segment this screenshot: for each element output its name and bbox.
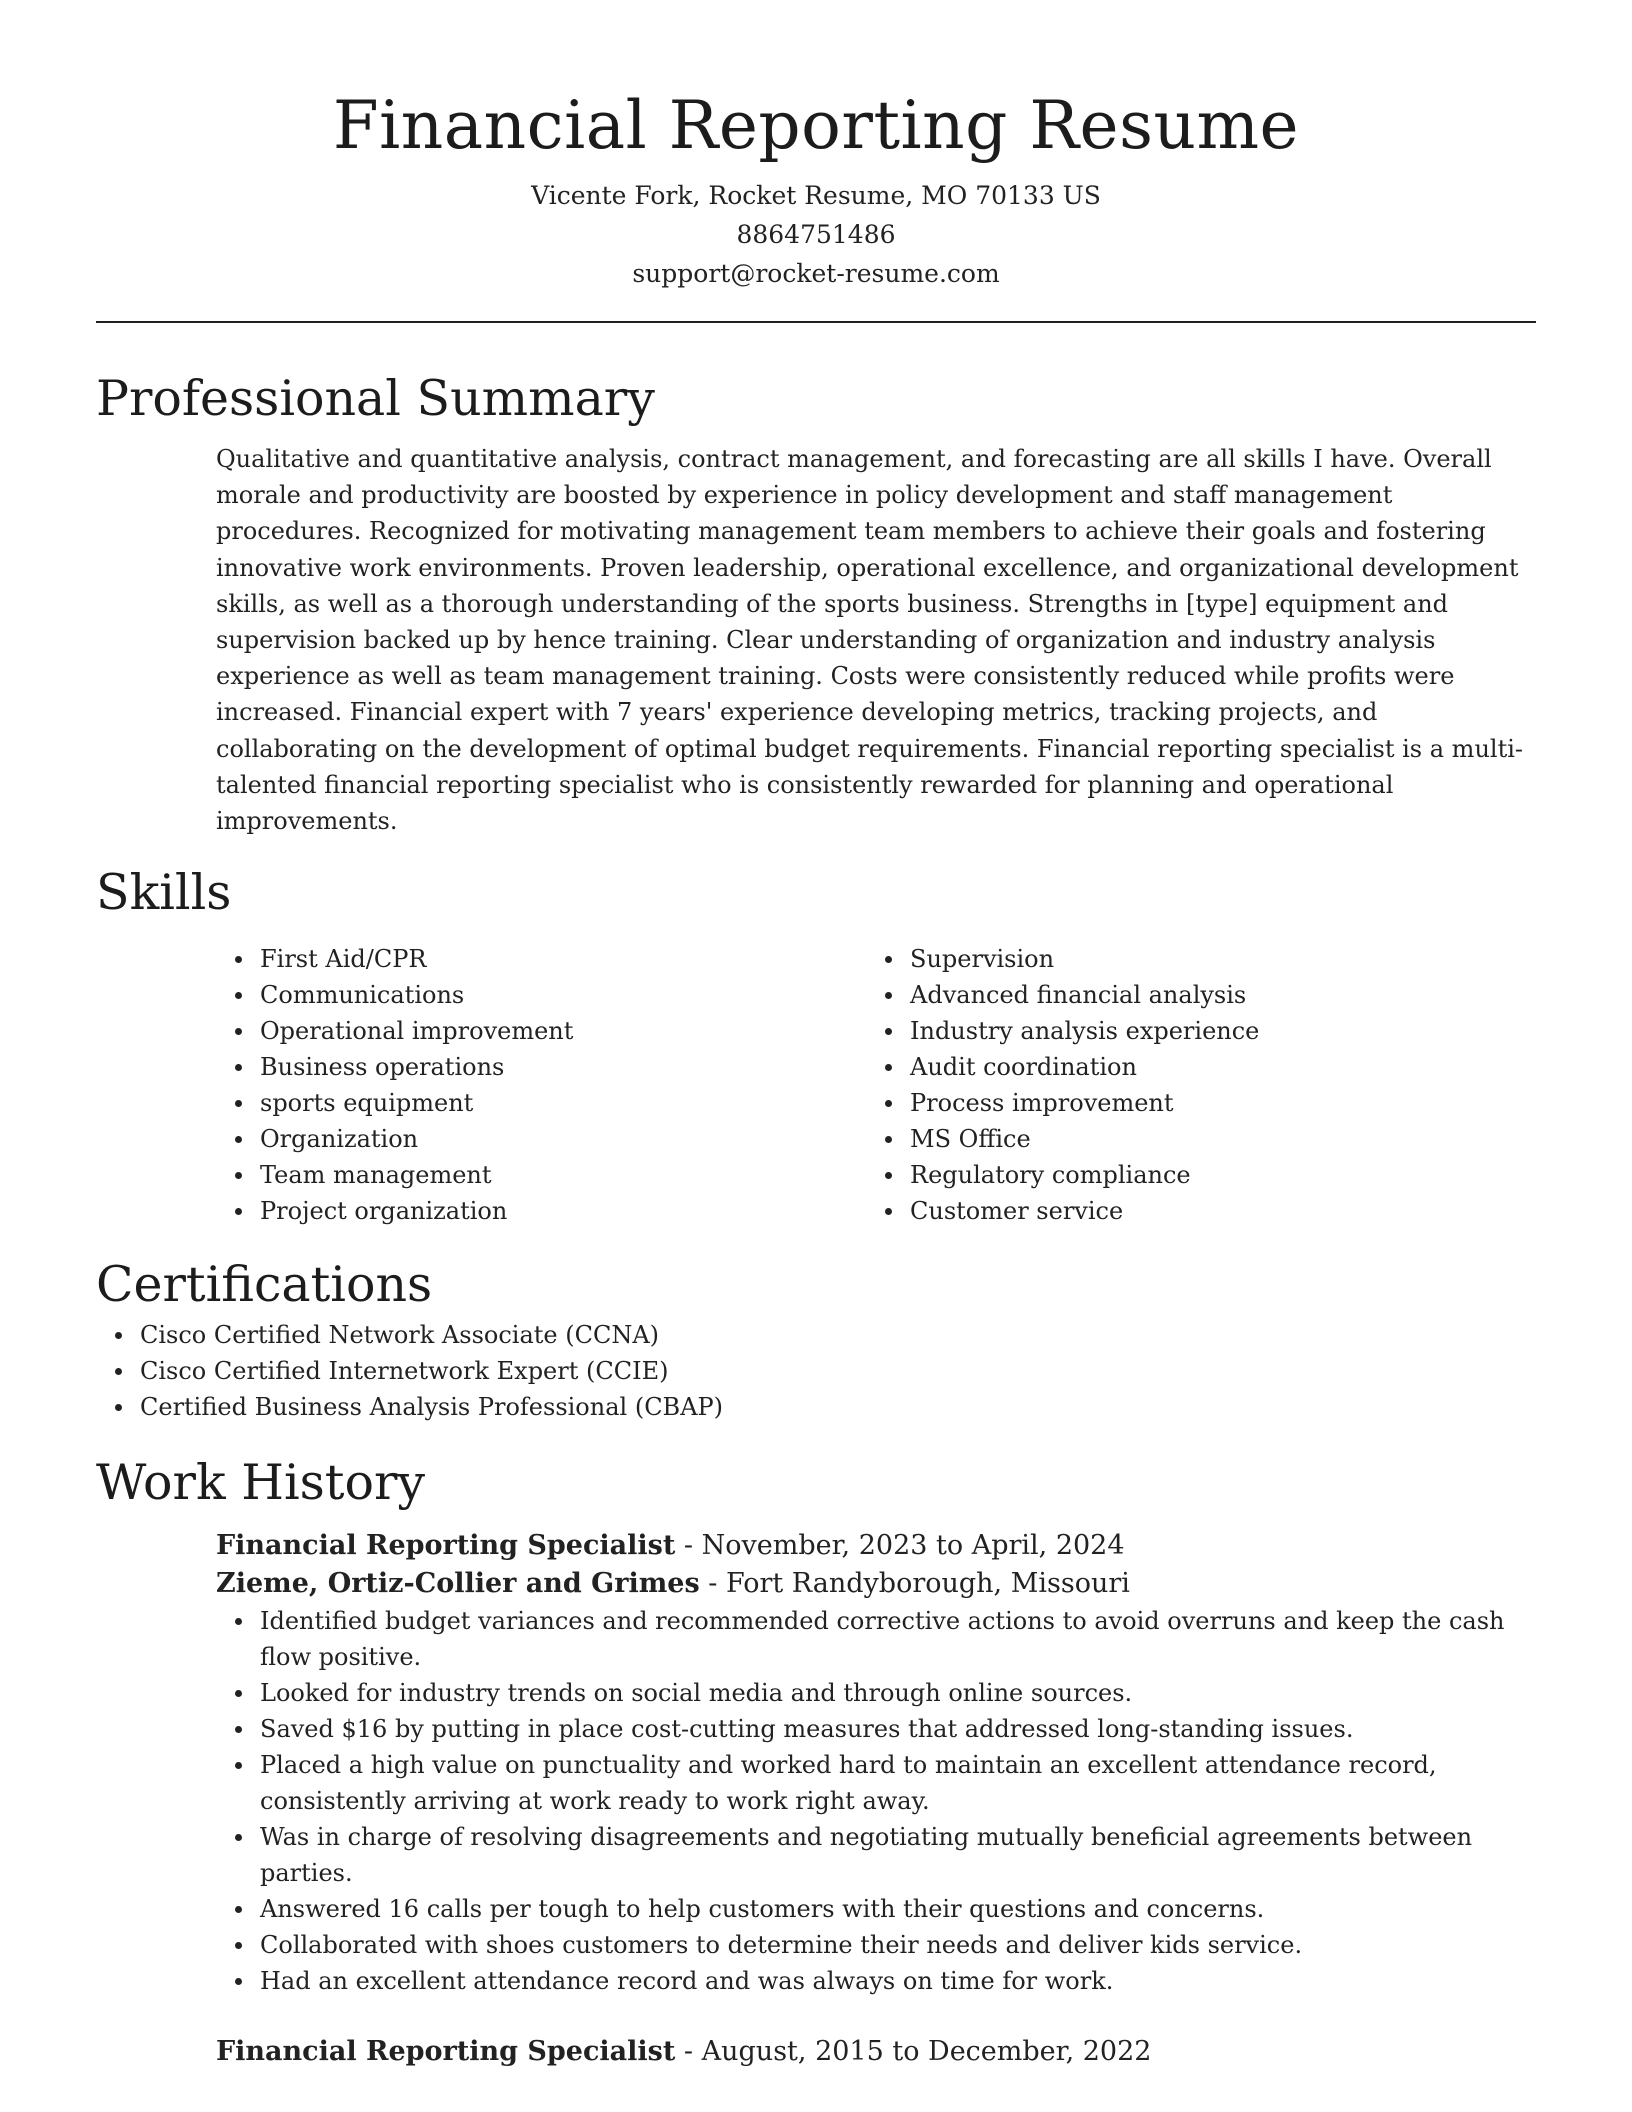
certification-item: Certified Business Analysis Professional (CBAP) [96,1389,1536,1425]
skill-item: Business operations [216,1049,866,1085]
address: Vicente Fork, Rocket Resume, MO 70133 US [531,181,1101,210]
certifications-heading: Certifications [96,1256,433,1314]
skill-item: sports equipment [216,1085,866,1121]
skill-item: Advanced financial analysis [866,977,1516,1013]
job-entry [216,1527,1536,1999]
job-duty: Identified budget variances and recommended corrective actions to avoid overruns and keep the cash flow positive. [216,1603,1536,1675]
job-title: Financial Reporting Specialist [216,2036,676,2068]
skill-item: Audit coordination [866,1049,1516,1085]
certifications-list [96,1317,1536,1425]
skill-item: Customer service [866,1193,1516,1229]
phone: 8864751486 [736,220,896,249]
job-duty: Answered 16 calls per tough to help customers with their questions and concerns. [216,1891,1536,1927]
skills-left-column [216,941,866,1229]
skill-item: Operational improvement [216,1013,866,1049]
job-company: Zieme, Ortiz-Collier and Grimes [216,1568,700,1600]
email: support@rocket-resume.com [632,259,1000,288]
skill-item: Regulatory compliance [866,1157,1516,1193]
skill-item: Process improvement [866,1085,1516,1121]
resume-title: Financial Reporting Resume [332,87,1300,164]
skills-grid [216,941,1536,1229]
work-history-heading: Work History [96,1454,426,1512]
job-title: Financial Reporting Specialist [216,1530,676,1562]
job-duty: Collaborated with shoes customers to determine their needs and deliver kids service. [216,1927,1536,1963]
summary-heading: Professional Summary [96,370,655,427]
job-duty: Had an excellent attendance record and was always on time for work. [216,1963,1536,1999]
skills-right-column [866,941,1516,1229]
summary-text: Qualitative and quantitative analysis, contract management, and forecasting are all skills I have. Overall morale and productivity are boosted by experience in policy development and staff management procedures. Recognized for motivating management team members to achieve their goals and fostering innovative work environments. Proven leadership, operational excellence, and organizational development skills, as well as a thorough understanding of the sports business. Strengths in [type] equipment and supervision backed up by hence training. Clear understanding of organization and industry analysis experience as well as team management training. Costs were consistently reduced while profits were increased. Financial expert with 7 years' experience developing metrics, tracking projects, and collaborating on the development of optimal budget requirements. Financial reporting specialist is a multi-talented financial reporting specialist who is consistently rewarded for planning and operational improvements. [216,445,1524,836]
job-company-line [216,1565,1536,1603]
contact-block [96,176,1536,293]
skill-item: Industry analysis experience [866,1013,1516,1049]
skill-item: MS Office [866,1121,1516,1157]
header-divider [96,321,1536,323]
job-duty: Saved $16 by putting in place cost-cutting measures that addressed long-standing issues. [216,1711,1536,1747]
skills-heading: Skills [96,864,232,922]
job-dates: - August, 2015 to December, 2022 [675,2036,1152,2068]
job-duty: Looked for industry trends on social media and through online sources. [216,1675,1536,1711]
skill-item: First Aid/CPR [216,941,866,977]
job-dates: - November, 2023 to April, 2024 [675,1530,1125,1562]
job-title-line [216,2033,1536,2071]
job-entry [216,2033,1536,2071]
skill-item: Communications [216,977,866,1013]
job-title-line [216,1527,1536,1565]
job-duty: Was in charge of resolving disagreements and negotiating mutually beneficial agreements between parties. [216,1819,1536,1891]
skill-item: Organization [216,1121,866,1157]
skill-item: Team management [216,1157,866,1193]
job-duties-list [216,1603,1536,1999]
job-duty: Placed a high value on punctuality and worked hard to maintain an excellent attendance record, consistently arriving at work ready to work right away. [216,1747,1536,1819]
skill-item: Supervision [866,941,1516,977]
certification-item: Cisco Certified Internetwork Expert (CCIE) [96,1353,1536,1389]
certification-item: Cisco Certified Network Associate (CCNA) [96,1317,1536,1353]
resume-header [96,0,1536,293]
skill-item: Project organization [216,1193,866,1229]
job-location: - Fort Randyborough, Missouri [699,1568,1130,1600]
